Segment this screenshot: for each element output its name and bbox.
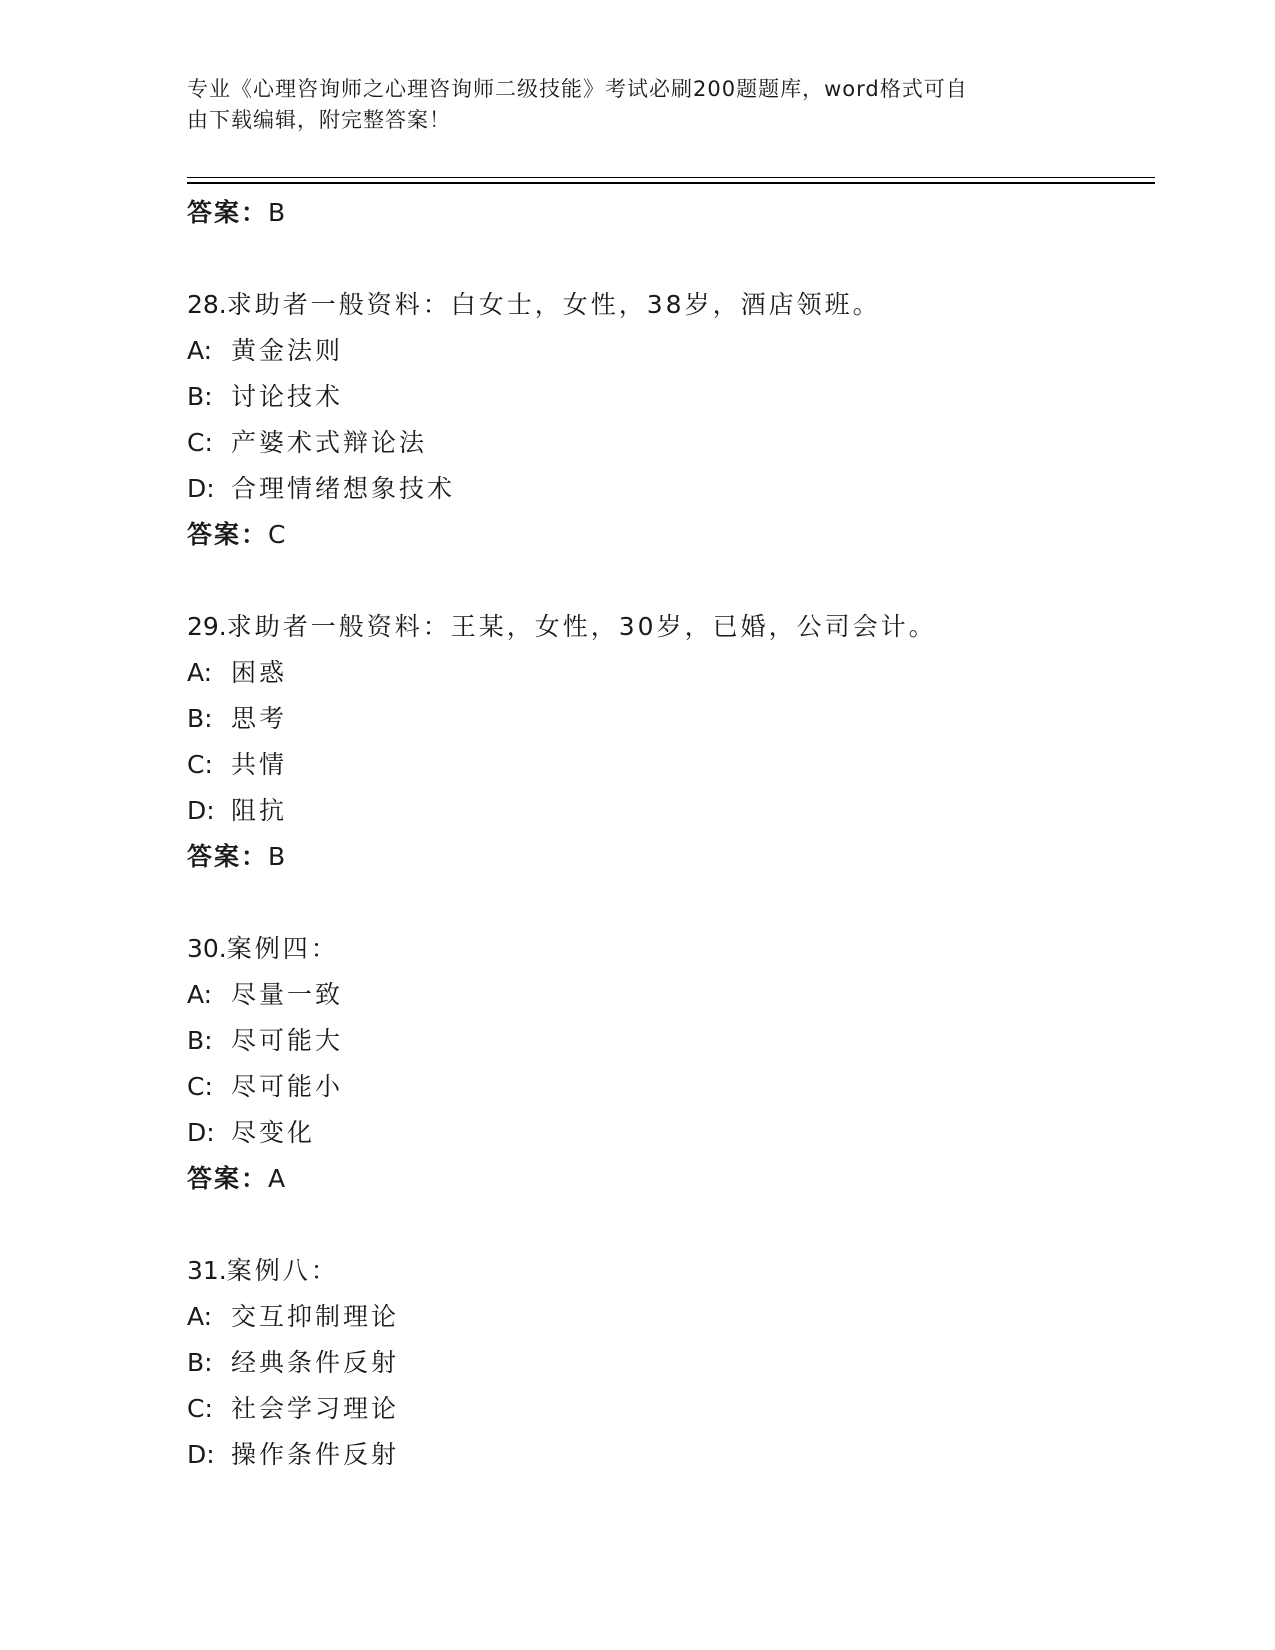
question-stem bbox=[187, 926, 1147, 972]
option-text: 尽变化 bbox=[231, 1118, 316, 1147]
question-text: 求助者一般资料：王某，女性，30岁，已婚，公司会计。 bbox=[226, 612, 937, 641]
option-a bbox=[187, 328, 1147, 374]
question-stem bbox=[187, 1248, 1147, 1294]
option-label: C: bbox=[187, 1394, 213, 1423]
option-b bbox=[187, 696, 1147, 742]
option-label: C: bbox=[187, 750, 213, 779]
option-text: 尽量一致 bbox=[231, 980, 344, 1009]
option-text: 尽可能大 bbox=[231, 1026, 344, 1055]
option-c bbox=[187, 742, 1147, 788]
option-label: B: bbox=[187, 704, 213, 733]
spacer bbox=[187, 880, 1147, 926]
option-b bbox=[187, 1018, 1147, 1064]
option-text: 尽可能小 bbox=[231, 1072, 344, 1101]
option-d bbox=[187, 788, 1147, 834]
option-text: 经典条件反射 bbox=[231, 1348, 400, 1377]
question-text: 案例八： bbox=[226, 1256, 339, 1285]
question-number: 29. bbox=[187, 612, 227, 641]
option-label: C: bbox=[187, 428, 213, 457]
question-number: 30. bbox=[187, 934, 227, 963]
option-label: B: bbox=[187, 382, 213, 411]
question-number: 28. bbox=[187, 290, 227, 319]
option-label: A: bbox=[187, 658, 213, 687]
option-label: D: bbox=[187, 796, 215, 825]
spacer bbox=[187, 236, 1147, 282]
header-line-2: 由下载编辑，附完整答案！ bbox=[187, 108, 451, 132]
option-a bbox=[187, 1294, 1147, 1340]
header-rule-thick bbox=[187, 182, 1155, 184]
header-rule-thin bbox=[187, 177, 1155, 178]
answer-line bbox=[187, 512, 1147, 558]
option-d bbox=[187, 1432, 1147, 1478]
option-label: D: bbox=[187, 474, 215, 503]
option-text: 黄金法则 bbox=[231, 336, 344, 365]
question-text: 案例四： bbox=[226, 934, 339, 963]
option-label: B: bbox=[187, 1026, 213, 1055]
answer-label: 答案： bbox=[187, 198, 269, 227]
option-c bbox=[187, 420, 1147, 466]
question-stem bbox=[187, 282, 1147, 328]
option-a bbox=[187, 650, 1147, 696]
answer-line bbox=[187, 834, 1147, 880]
option-text: 讨论技术 bbox=[231, 382, 344, 411]
option-label: D: bbox=[187, 1118, 215, 1147]
answer-line bbox=[187, 1156, 1147, 1202]
option-label: C: bbox=[187, 1072, 213, 1101]
option-label: B: bbox=[187, 1348, 213, 1377]
option-b bbox=[187, 374, 1147, 420]
option-text: 操作条件反射 bbox=[231, 1440, 400, 1469]
option-text: 社会学习理论 bbox=[231, 1394, 400, 1423]
option-label: D: bbox=[187, 1440, 215, 1469]
option-c bbox=[187, 1064, 1147, 1110]
option-d bbox=[187, 466, 1147, 512]
option-text: 合理情绪想象技术 bbox=[231, 474, 456, 503]
option-label: A: bbox=[187, 1302, 213, 1331]
option-label: A: bbox=[187, 336, 213, 365]
answer-line bbox=[187, 190, 1147, 236]
option-a bbox=[187, 972, 1147, 1018]
question-text: 求助者一般资料：白女士，女性，38岁，酒店领班。 bbox=[226, 290, 881, 319]
answer-value: B bbox=[268, 198, 287, 227]
option-d bbox=[187, 1110, 1147, 1156]
option-text: 阻抗 bbox=[231, 796, 288, 825]
header-line-1: 专业《心理咨询师之心理咨询师二级技能》考试必刷200题题库，word格式可自 bbox=[187, 77, 968, 101]
question-number: 31. bbox=[187, 1256, 227, 1285]
option-b bbox=[187, 1340, 1147, 1386]
answer-value: B bbox=[268, 842, 287, 871]
option-text: 思考 bbox=[231, 704, 288, 733]
spacer bbox=[187, 1202, 1147, 1248]
document-header bbox=[187, 74, 1067, 136]
answer-value: A bbox=[268, 1164, 287, 1193]
option-text: 交互抑制理论 bbox=[231, 1302, 400, 1331]
question-stem bbox=[187, 604, 1147, 650]
option-text: 产婆术式辩论法 bbox=[231, 428, 428, 457]
answer-label: 答案： bbox=[187, 1164, 269, 1193]
answer-label: 答案： bbox=[187, 520, 269, 549]
option-label: A: bbox=[187, 980, 213, 1009]
spacer bbox=[187, 558, 1147, 604]
answer-value: C bbox=[268, 520, 287, 549]
option-text: 困惑 bbox=[231, 658, 288, 687]
answer-label: 答案： bbox=[187, 842, 269, 871]
question-list bbox=[187, 190, 1147, 1478]
option-text: 共情 bbox=[231, 750, 288, 779]
option-c bbox=[187, 1386, 1147, 1432]
